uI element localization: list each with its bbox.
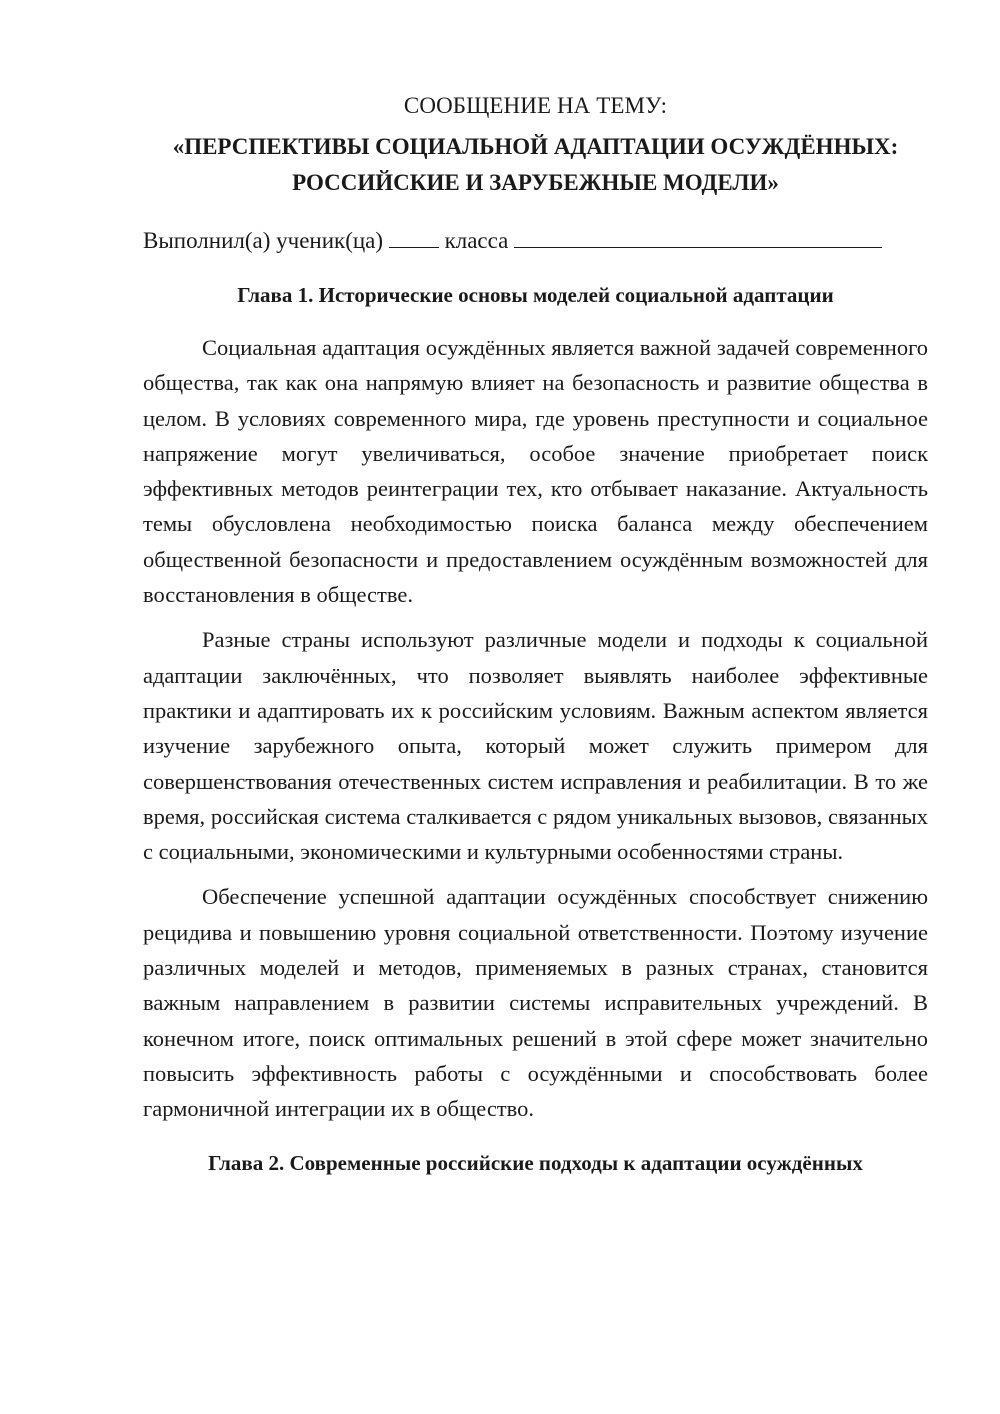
chapter-1-heading: Глава 1. Исторические основы моделей социальной адаптации xyxy=(237,283,834,307)
document-page xyxy=(143,88,928,1181)
author-label: Выполнил(а) ученик(ца) xyxy=(143,228,384,253)
author-line xyxy=(143,221,928,259)
title-line-2: РОССИЙСКИЕ И ЗАРУБЕЖНЫЕ МОДЕЛИ» xyxy=(292,170,779,195)
class-label: класса xyxy=(444,228,509,253)
chapter-2-heading: Глава 2. Современные российские подходы к адаптации осуждённых xyxy=(208,1150,863,1175)
name-blank xyxy=(514,221,882,248)
paragraph: Социальная адаптация осуждённых является важной задачей современного общества, так как она напрямую влияет на безопасность и развитие общества в целом. В условиях современного мира, где уровень преступности и социальное напряжение могут увеличиваться, особое значение приобретает поиск эффективных методов реинтеграции тех, кто отбывает наказание. Актуальность темы обусловлена необходимостью поиска баланса между обеспечением общественной безопасности и предоставлением осуждённым возможностей для восстановления в обществе. xyxy=(143,335,928,608)
grade-blank xyxy=(389,221,439,248)
paragraph: Разные страны используют различные модели и подходы к социальной адаптации заключённых, что позволяет выявлять наиболее эффективные практики и адаптировать их к российским условиям. Важным аспектом является изучение зарубежного опыта, который может служить примером для совершенствования отечественных систем исправления и реабилитации. В то же время, российская система сталкивается с рядом уникальных вызовов, связанных с социальными, экономическими и культурными особенностями страны. xyxy=(143,627,928,865)
document-type: СООБЩЕНИЕ НА ТЕМУ: xyxy=(403,93,668,118)
paragraph: Обеспечение успешной адаптации осуждённых способствует снижению рецидива и повышению уровня социальной ответственности. Поэтому изучение различных моделей и методов, применяемых в разных странах, становится важным направлением в развитии системы исправительных учреждений. В конечном итоге, поиск оптимальных решений в этой сфере может значительно повысить эффективность работы с осуждёнными и способствовать более гармоничной интеграции их в общество. xyxy=(143,884,928,1122)
document-title xyxy=(143,129,928,201)
title-line-1: «ПЕРСПЕКТИВЫ СОЦИАЛЬНОЙ АДАПТАЦИИ ОСУЖДЁННЫХ: xyxy=(172,134,899,159)
